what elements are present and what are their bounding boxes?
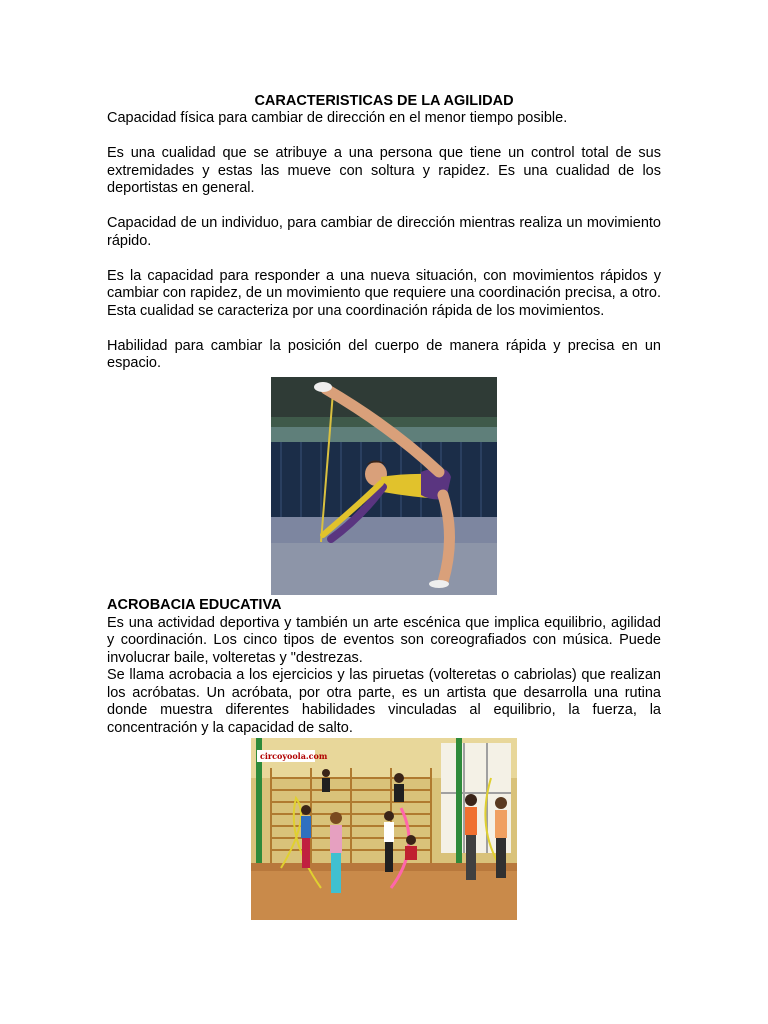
gymnast-illustration [271, 377, 497, 595]
paragraph-5: Habilidad para cambiar la posición del cuerpo de manera rápida y precisa en un espacio. [107, 337, 661, 371]
gym-class-illustration [251, 738, 517, 920]
paragraph-4: Es la capacidad para responder a una nueva situación, con movimientos rápidos y cambiar con rapidez, de un movimiento que requiere una coordinación precisa, a otro. Esta cualidad se caracteriza por una coordinación rápida de los movimientos. [107, 267, 661, 319]
gym-class-photo [251, 738, 517, 920]
page-title: CARACTERISTICAS DE LA AGILIDAD [254, 93, 514, 109]
paragraph-1: Capacidad física para cambiar de dirección en el menor tiempo posible. [107, 110, 568, 126]
section-acrobacia [107, 597, 661, 737]
paragraph-3: Capacidad de un individuo, para cambiar de dirección mientras realiza un movimiento rápido. [107, 215, 661, 249]
paragraph-2: Es una cualidad que se atribuye a una persona que tiene un control total de sus extremidades y estas las mueve con soltura y rapidez. Es una cualidad de los deportistas en general. [107, 145, 661, 196]
section-paragraph-2: Se llama acrobacia a los ejercicios y las piruetas (volteretas o cabriolas) que realizan los acróbatas. Un acróbata, por otra parte, es un artista que desarrolla una rutina donde muestra diferentes habilidades vinculadas al equilibrio, la fuerza, la concentración y la capacidad de salto. [107, 667, 661, 736]
gymnast-photo [271, 377, 497, 595]
section-heading: ACROBACIA EDUCATIVA [107, 597, 282, 613]
document-page [107, 93, 661, 373]
photo-logo: circoyoola.com [260, 751, 328, 761]
section-paragraph-1: Es una actividad deportiva y también un arte escénica que implica equilibrio, agilidad y coordinación. Los cinco tipos de eventos son coreografiados con música. Puede involucrar baile, volteretas y "destrezas. [107, 614, 661, 666]
